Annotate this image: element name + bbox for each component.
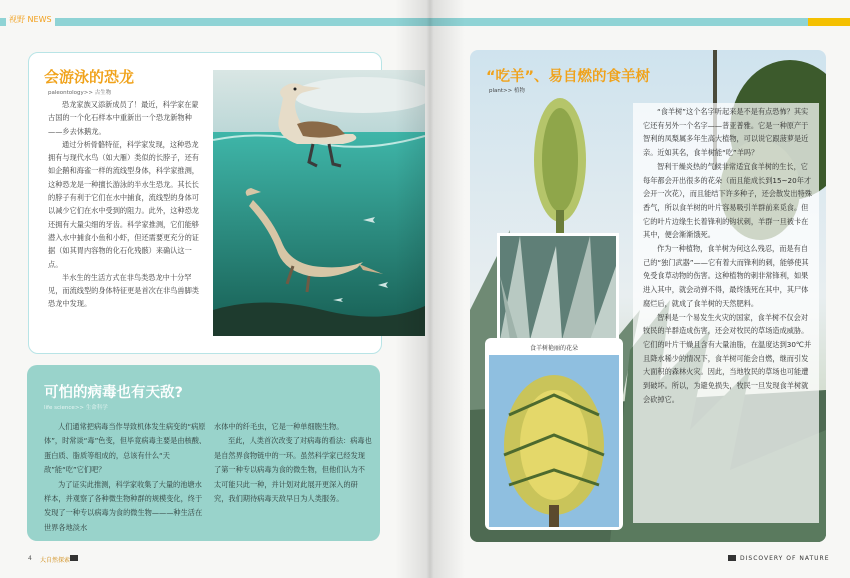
paragraph: 智利是一个易发生火灾的国家，食羊树不仅会对牧民的羊群造成伤害，还会对牧民的草场造成威胁。它们的叶片干燥且含有大量油脂，在温度达到30℃并且降水稀少的情况下，食羊树可能会自燃，继而引发大面积的森林火灾。因此，当地牧民的草场也可能遭到破坏。所以，为避免损失，牧民一旦发现食羊树就会砍掉它。 bbox=[643, 312, 812, 404]
article-body-virus-col2 bbox=[214, 420, 372, 506]
dinosaur-illustration-svg bbox=[213, 70, 425, 336]
article-byline-dinosaur: paleontology>> 古生物 bbox=[48, 90, 112, 96]
paragraph: 为了证实此推测，科学家收集了大量的池塘水样本，并观察了各种微生物种群的规模变化，终于发现了一种专以病毒为食的微生物———种生活在世界各地淡水 bbox=[44, 479, 203, 532]
paragraph: 至此，人类首次改变了对病毒的看法：病毒也是自然界食物链中的一环。虽然科学家已经发现了第一种专以病毒为食的微生物，但他们认为不太可能只此一种，并计划对此展开更深入的研究，我们期待病毒天敌早日为人类服务。 bbox=[214, 436, 372, 504]
article-byline-puya: plant>> 植物 bbox=[489, 88, 525, 94]
paragraph: 水体中的纤毛虫，它是一种单细胞生物。 bbox=[214, 422, 344, 431]
article-body-dinosaur bbox=[48, 98, 201, 311]
top-color-band-left bbox=[0, 18, 425, 26]
swimming-dinosaur-illustration bbox=[213, 70, 425, 336]
article-title-puya: “吃羊”、易自燃的食羊树 bbox=[486, 69, 651, 85]
footer-block-left bbox=[70, 555, 78, 561]
footer-block-right bbox=[728, 555, 736, 561]
paragraph: 作为一种植物，食羊树为何这么残忍，而是有自己的“独门武器”——它有着大而锋利的刺，能够使其免受食草动物的伤害。这种植物的刺非常锋利，如果进入其中，就会动弹不得，最终饿死在其中，其尸体腐烂后，就成了食羊树的天然肥料。 bbox=[643, 244, 809, 308]
paragraph: 人们通常把病毒当作导致机体发生病变的“病原体”，时常谈“毒”色变，但毕竟病毒主要是由核酸、蛋白质、脂质等组成的，总该有什么“天敌”能“吃”它们吧？ bbox=[44, 422, 207, 475]
magazine-title-footer-english: DISCOVERY OF NATURE bbox=[740, 555, 830, 562]
paragraph: “食羊树”这个名字听起来是不是有点恐怖？其实它还有另外一个名字——普亚普雅。它是一种原产于智利的凤梨属多年生高大植物，可以说它跟菠萝是近亲。近如其名，食羊树能“吃”羊吗？ bbox=[643, 107, 809, 158]
section-label: 视野 NEWS bbox=[6, 13, 55, 26]
paragraph: 半水生的生活方式在非鸟类恐龙中十分罕见，而流线型的身体特征更是首次在非鸟兽脚类恐龙中发现。 bbox=[48, 272, 199, 309]
puya-flower-photo bbox=[489, 355, 619, 527]
top-yellow-tab bbox=[808, 18, 850, 26]
paragraph: 智利干燥炎热的气候非常适宜食羊树的生长，它每年都会开出很多的花朵（而且能成长到15~20年才会开一次花），而且能结下许多种子，还会散发出特殊香气，所以食羊树的叶片容易吸引羊群前来觅食。但它的叶片边缘生长着锋利的钩状刺，羊群一旦被卡在其中，便会渐渐饿死。 bbox=[643, 161, 812, 240]
magazine-title-footer: 大自然探索 bbox=[40, 557, 71, 564]
photo-caption: 食羊树艳丽的花朵 bbox=[529, 345, 578, 352]
article-body-virus-col1 bbox=[44, 420, 207, 535]
page-number: 4 bbox=[28, 555, 32, 562]
flower-photo-svg bbox=[489, 355, 619, 527]
paragraph: 恐龙家族又添新成员了！最近，科学家在蒙古国的一个化石样本中重新出一个恐龙新物种——乡去休鹅龙。 bbox=[48, 100, 199, 136]
article-byline-virus: life science>> 生命科学 bbox=[44, 405, 108, 411]
paragraph: 通过分析骨骼特征，科学家发现，这种恐龙拥有与现代水鸟（如大雁）类似的长脖子，还有如企鹅和海雀一样的流线型身体，科学家推测，这种恐龙是一种擅长游泳的半水生恐龙。其长长的脖子有利于它们在水中捕食，流线型的身体可以减少它们在水中受到的阻力。此外，这种恐龙还拥有大量尖细的牙齿。科学家推测，它们能够潜入水中捕食小鱼和小虾，但还需要更充分的证据（如其胃内容物的化石化残骸）来确认这一点。 bbox=[48, 139, 199, 269]
article-title-dinosaur: 会游泳的恐龙 bbox=[44, 68, 135, 86]
article-title-virus: 可怕的病毒也有天敌? bbox=[44, 385, 183, 401]
article-body-puya bbox=[643, 105, 813, 406]
puya-spiky-leaves-photo bbox=[497, 233, 619, 343]
spiky-leaves-svg bbox=[500, 236, 616, 340]
top-color-band-right bbox=[425, 18, 850, 26]
